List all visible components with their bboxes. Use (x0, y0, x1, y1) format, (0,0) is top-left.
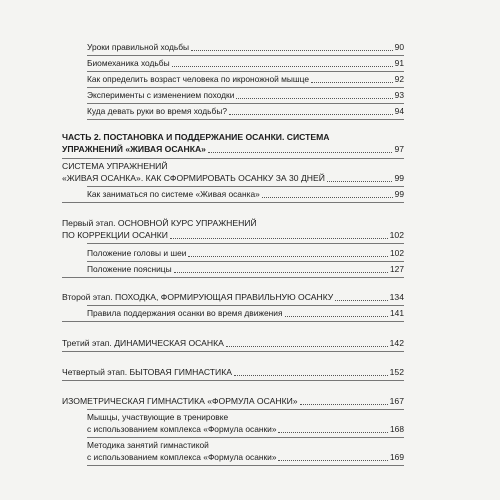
stage-heading-page: 152 (389, 367, 404, 377)
divider (87, 243, 404, 244)
divider (62, 321, 404, 322)
toc-entry (87, 248, 404, 259)
divider (87, 71, 404, 72)
section-heading (62, 161, 404, 184)
leader-dots (311, 82, 393, 83)
toc-entry-page: 127 (390, 264, 404, 274)
stage-heading (62, 367, 404, 378)
section-heading (62, 396, 404, 407)
leader-dots (335, 300, 387, 301)
toc-entry-page: 91 (394, 58, 404, 68)
toc-entry (87, 106, 404, 117)
toc-entry-text: Положение поясницы (87, 264, 172, 274)
divider (62, 202, 404, 203)
leader-dots (278, 432, 388, 433)
toc-entry-text: Положение головы и шеи (87, 248, 187, 258)
toc-entry (87, 74, 404, 85)
leader-dots (174, 272, 388, 273)
divider (87, 55, 404, 56)
toc-entry-text: Уроки правильной ходьбы (87, 42, 190, 52)
leader-dots (278, 460, 388, 461)
leader-dots (170, 238, 388, 239)
leader-dots (191, 50, 393, 51)
divider (62, 351, 404, 352)
toc-entry-text: Как определить возраст человека по икроножной мышце (87, 74, 309, 84)
divider (87, 465, 404, 466)
stage-heading (62, 338, 404, 349)
toc-entry (87, 42, 404, 53)
stage-heading-line1: Первый этап. ОСНОВНОЙ КУРС УПРАЖНЕНИЙ (62, 218, 257, 228)
stage-heading-text: Второй этап. ПОХОДКА, ФОРМИРУЮЩАЯ ПРАВИЛЬНУЮ ОСАНКУ (62, 292, 334, 302)
divider (87, 437, 404, 438)
leader-dots (229, 114, 393, 115)
divider (62, 380, 404, 381)
leader-dots (327, 181, 393, 182)
toc-entry (87, 58, 404, 69)
toc-entry-text: Эксперименты с изменением походки (87, 90, 235, 100)
divider (87, 103, 404, 104)
section-heading-page: 99 (394, 172, 404, 183)
divider (87, 119, 404, 120)
toc-entry-page: 93 (394, 90, 404, 100)
section-heading-text: ИЗОМЕТРИЧЕСКАЯ ГИМНАСТИКА «ФОРМУЛА ОСАНКИ» (62, 396, 298, 406)
part-heading (62, 131, 404, 155)
divider (62, 277, 404, 278)
leader-dots (285, 316, 389, 317)
section-heading-line2: «ЖИВАЯ ОСАНКА». КАК СФОРМИРОВАТЬ ОСАНКУ ЗА 30 ДНЕЙ (62, 172, 325, 183)
part-heading-page: 97 (394, 144, 404, 154)
toc-entry-page: 90 (394, 42, 404, 52)
leader-dots (208, 152, 392, 153)
stage-heading-page: 142 (389, 338, 404, 348)
part-heading-line1: ЧАСТЬ 2. ПОСТАНОВКА И ПОДДЕРЖАНИЕ ОСАНКИ. СИСТЕМА (62, 132, 330, 142)
toc-entry (87, 308, 404, 319)
divider (87, 186, 404, 187)
toc-entry-text: Куда девать руки во время ходьбы? (87, 106, 227, 116)
leader-dots (172, 66, 393, 67)
section-heading-page: 167 (389, 396, 404, 406)
toc-entry-line2: с использованием комплекса «Формула осанки» (87, 423, 277, 434)
stage-heading-text: Четвертый этап. БЫТОВАЯ ГИМНАСТИКА (62, 367, 232, 377)
toc-entry-text: Биомеханика ходьбы (87, 58, 170, 68)
divider (87, 87, 404, 88)
divider (87, 409, 404, 410)
stage-heading-line2: ПО КОРРЕКЦИИ ОСАНКИ (62, 229, 168, 240)
leader-dots (236, 98, 392, 99)
leader-dots (188, 256, 388, 257)
leader-dots (234, 375, 388, 376)
toc-entry-text: Как заниматься по системе «Живая осанка» (87, 189, 260, 199)
stage-heading-page: 102 (389, 229, 404, 240)
toc-entry (87, 189, 404, 200)
divider (87, 305, 404, 306)
toc-entry-page: 169 (390, 451, 404, 462)
toc-entry-line1: Мышцы, участвующие в тренировке (87, 412, 229, 422)
toc-entry (87, 264, 404, 275)
toc-entry (87, 412, 404, 435)
toc-entry (87, 440, 404, 463)
divider (62, 158, 404, 159)
toc-entry-page: 168 (390, 423, 404, 434)
toc-entry-page: 99 (394, 189, 404, 199)
toc-entry-line2: с использованием комплекса «Формула осанки» (87, 451, 277, 462)
toc-entry-page: 92 (394, 74, 404, 84)
section-heading-line1: СИСТЕМА УПРАЖНЕНИЙ (62, 161, 168, 171)
part-heading-line2: УПРАЖНЕНИЙ «ЖИВАЯ ОСАНКА» (62, 144, 206, 154)
toc-entry-page: 94 (394, 106, 404, 116)
toc-entry-text: Правила поддержания осанки во время движения (87, 308, 283, 318)
stage-heading (62, 292, 404, 303)
stage-heading-text: Третий этап. ДИНАМИЧЕСКАЯ ОСАНКА (62, 338, 224, 348)
leader-dots (262, 197, 393, 198)
stage-heading (62, 218, 404, 241)
toc-entry (87, 90, 404, 101)
toc-entry-line1: Методика занятий гимнастикой (87, 440, 209, 450)
leader-dots (300, 404, 388, 405)
toc-entry-page: 141 (390, 308, 404, 318)
stage-heading-page: 134 (389, 292, 404, 302)
leader-dots (226, 346, 388, 347)
divider (87, 261, 404, 262)
toc-entry-page: 102 (390, 248, 404, 258)
